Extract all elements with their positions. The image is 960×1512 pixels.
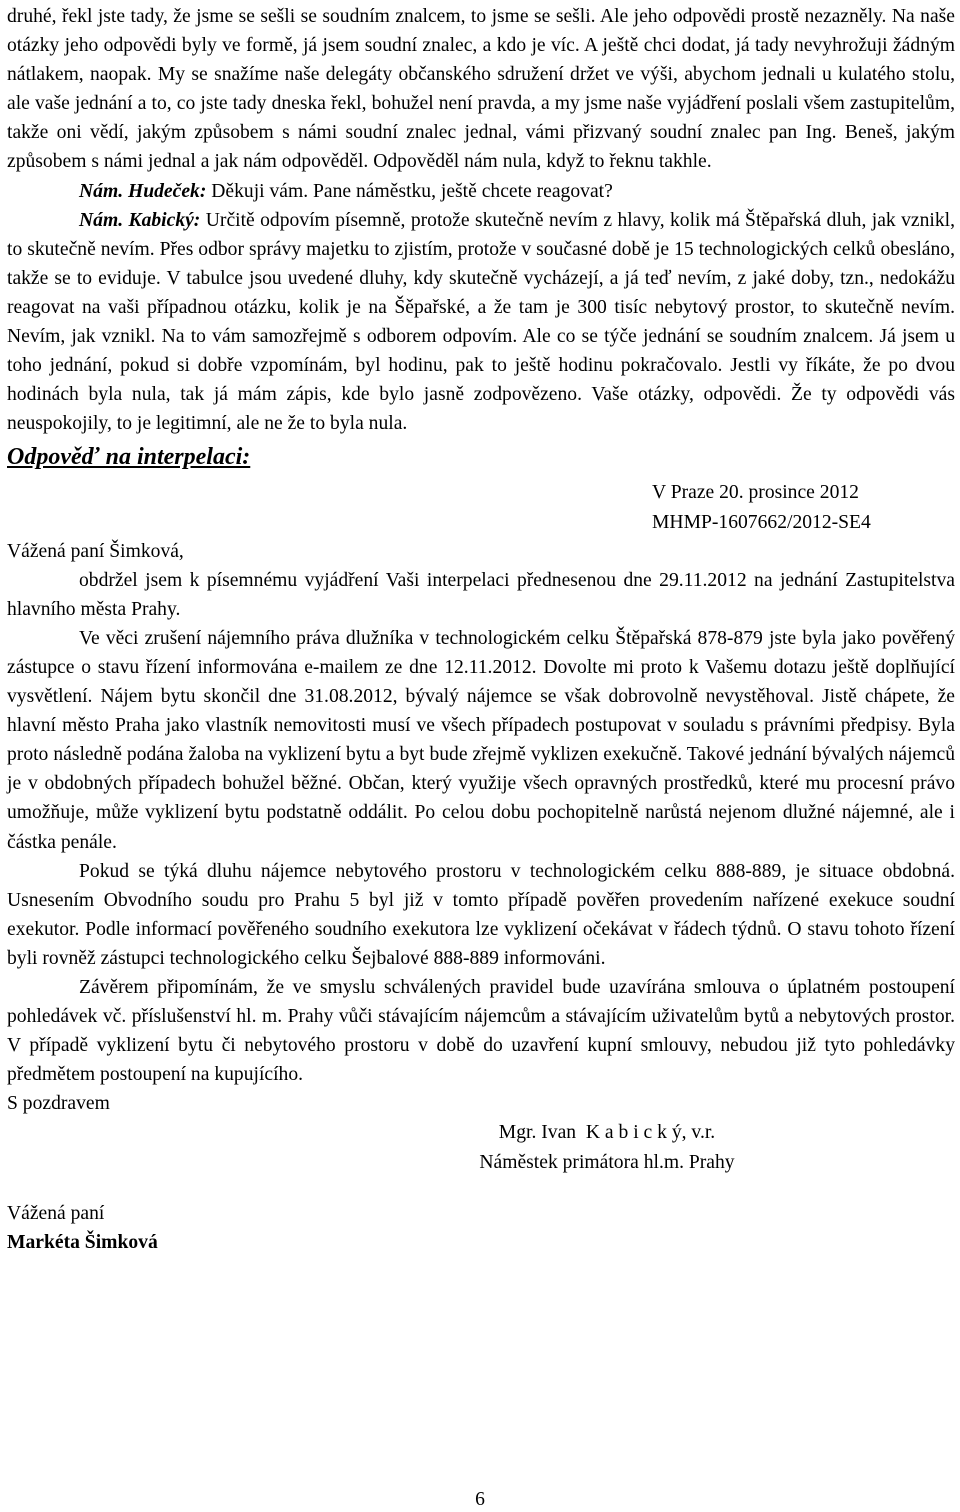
letter-paragraph-1: obdržel jsem k písemnému vyjádření Vaši interpelaci přednesenou dne 29.11.2012 na jednání Zastupitelstva hlavního města Prahy. [7, 569, 955, 620]
letter-paragraph-3: Pokud se týká dluhu nájemce nebytového prostoru v technologickém celku 888-889, je situace obdobná. Usnesením Obvodního soudu pro Prahu 5 byl již v tomto případě pověřen provedením nařízené exekuce soudní exekutor. Podle informací pověřeného soudního exekutora lze vyklizení očekávat v řádech týdnů. O stavu tohoto řízení byli rovněž zástupci technologického celku Šejbalové 888-889 informováni. [7, 860, 955, 969]
addressee-line-1: Vážená paní [7, 1202, 105, 1224]
speaker-text: Určitě odpovím písemně, protože skutečně nevím z hlavy, kolik má Štěpařská dluh, jak vznikl, to skutečně nevím. Přes odbor správy majetku to zjistím, protože v současné době je 15 technologických celků obesláno, takže se to eviduje. V tabulce jsou uvedené dluhy, kdy skutečně vycházejí, a já teď nevím, z jaké doby, tzn., nedokážu reagovat na vaši případnou otázku, kolik je na Šěpařské, a že tam je 300 tisíc nebytový prostor, to skutečně nevím. Nevím, jak vznikl. Na to vám samozřejmě s odborem odpovím. Ale co se týče jednání se soudním znalcem. Já jsem u toho jednání, pokud si dobře vzpomínám, byl hodinu, pak to ještě hodinu pokračovalo. Jestli vy říkáte, že po dvou hodinách byla nula, tak já mám zápis, kde bylo jasně zodpovězeno. Vaše otázky, odpovědi. Že ty odpovědi vás neuspokojily, to je legitimní, ale ne že to byla nula. [7, 209, 956, 435]
speaker-kabicky-paragraph [7, 206, 955, 439]
speaker-title: Nám. [79, 209, 124, 231]
speaker-hudecek-line [7, 177, 955, 206]
salutation: Vážená paní Šimková, [7, 540, 184, 562]
letter-header [652, 478, 955, 536]
signature-title: Náměstek primátora hl.m. Prahy [479, 1151, 735, 1173]
place-date: V Praze 20. prosince 2012 [652, 482, 859, 504]
letter-paragraph-4: Závěrem připomínám, že ve smyslu schválených pravidel bude uzavírána smlouva o úplatném postoupení pohledávek vč. příslušenství hl. m. Prahy vůči stávajícím nájemcům a stávajícím uživatelům bytů a nebytových prostor. V případě vyklizení bytu či nebytového prostoru v době do uzavření kupní smlouvy, nebudou již tyto pohledávky předmětem postoupení na kupujícího. [7, 977, 955, 1086]
transcript-paragraph: druhé, řekl jste tady, že jsme se sešli se soudním znalcem, to jsme se sešli. Ale jeho odpovědi prostě nezazněly. Na naše otázky jeho odpovědi byly ve formě, já jsem soudní znalec, a kdo je víc. A ještě chci dodat, já tady nevyhrožuji žádným nátlakem, naopak. My se snažíme naše delegáty občanského sdružení držet ve výši, abychom jednali u kulatého stolu, ale vaše jednání a to, co jste tady dneska řekl, bohužel není pravda, a my jsme naše vyjádření poslali všem zastupitelům, takže oni vědí, jakým způsobem s námi soudní znalec jednal, vámi přizvaný soudní znalec pan Ing. Beneš, jakým způsobem s námi jednal a jak nám odpověděl. Odpověděl nám nula, když to řeknu takhle. [7, 6, 955, 173]
closing: S pozdravem [7, 1093, 110, 1115]
page-number: 6 [475, 1489, 485, 1510]
addressee-block [7, 1199, 955, 1257]
answer-heading: Odpověď na interpelaci: [7, 444, 251, 471]
signature-block [437, 1118, 777, 1176]
speaker-name: Kabický: [128, 209, 201, 231]
speaker-title: Nám. [79, 180, 124, 202]
speaker-name: Hudeček: [128, 180, 207, 202]
addressee-name: Markéta Šimková [7, 1231, 158, 1253]
reference-number: MHMP-1607662/2012-SE4 [652, 511, 871, 533]
signature-name: Mgr. Ivan K a b i c k ý, v.r. [498, 1122, 716, 1144]
speaker-text: Děkuji vám. Pane náměstku, ještě chcete reagovat? [211, 180, 613, 202]
document-page [7, 0, 955, 1257]
letter-paragraph-2: Ve věci zrušení nájemního práva dlužníka v technologickém celku Štěpařská 878-879 jste byla jako pověřený zástupce o stavu řízení informována e-mailem ze dne 12.11.2012. Dovolte mi proto k Vašemu dotazu ještě doplňující vysvětlení. Nájem bytu skončil dne 31.08.2012, bývalý nájemce se však dobrovolně nevystěhoval. Jistě chápete, že hlavní město Praha jako vlastník nemovitosti musí ve všech případech postupovat v souladu s právními předpisy. Byla proto následně podána žaloba na vyklizení bytu a byt bude zřejmě vyklizen exekučně. Takové jednání bývalých nájemců je v obdobných případech bohužel běžné. Občan, který využije všech opravných prostředků, které mu procesní právo umožňuje, může vyklizení bytu podstatně oddálit. Po celou dobu pochopitelně narůstá nejenom dlužné nájemné, ale i částka penále. [7, 627, 955, 853]
